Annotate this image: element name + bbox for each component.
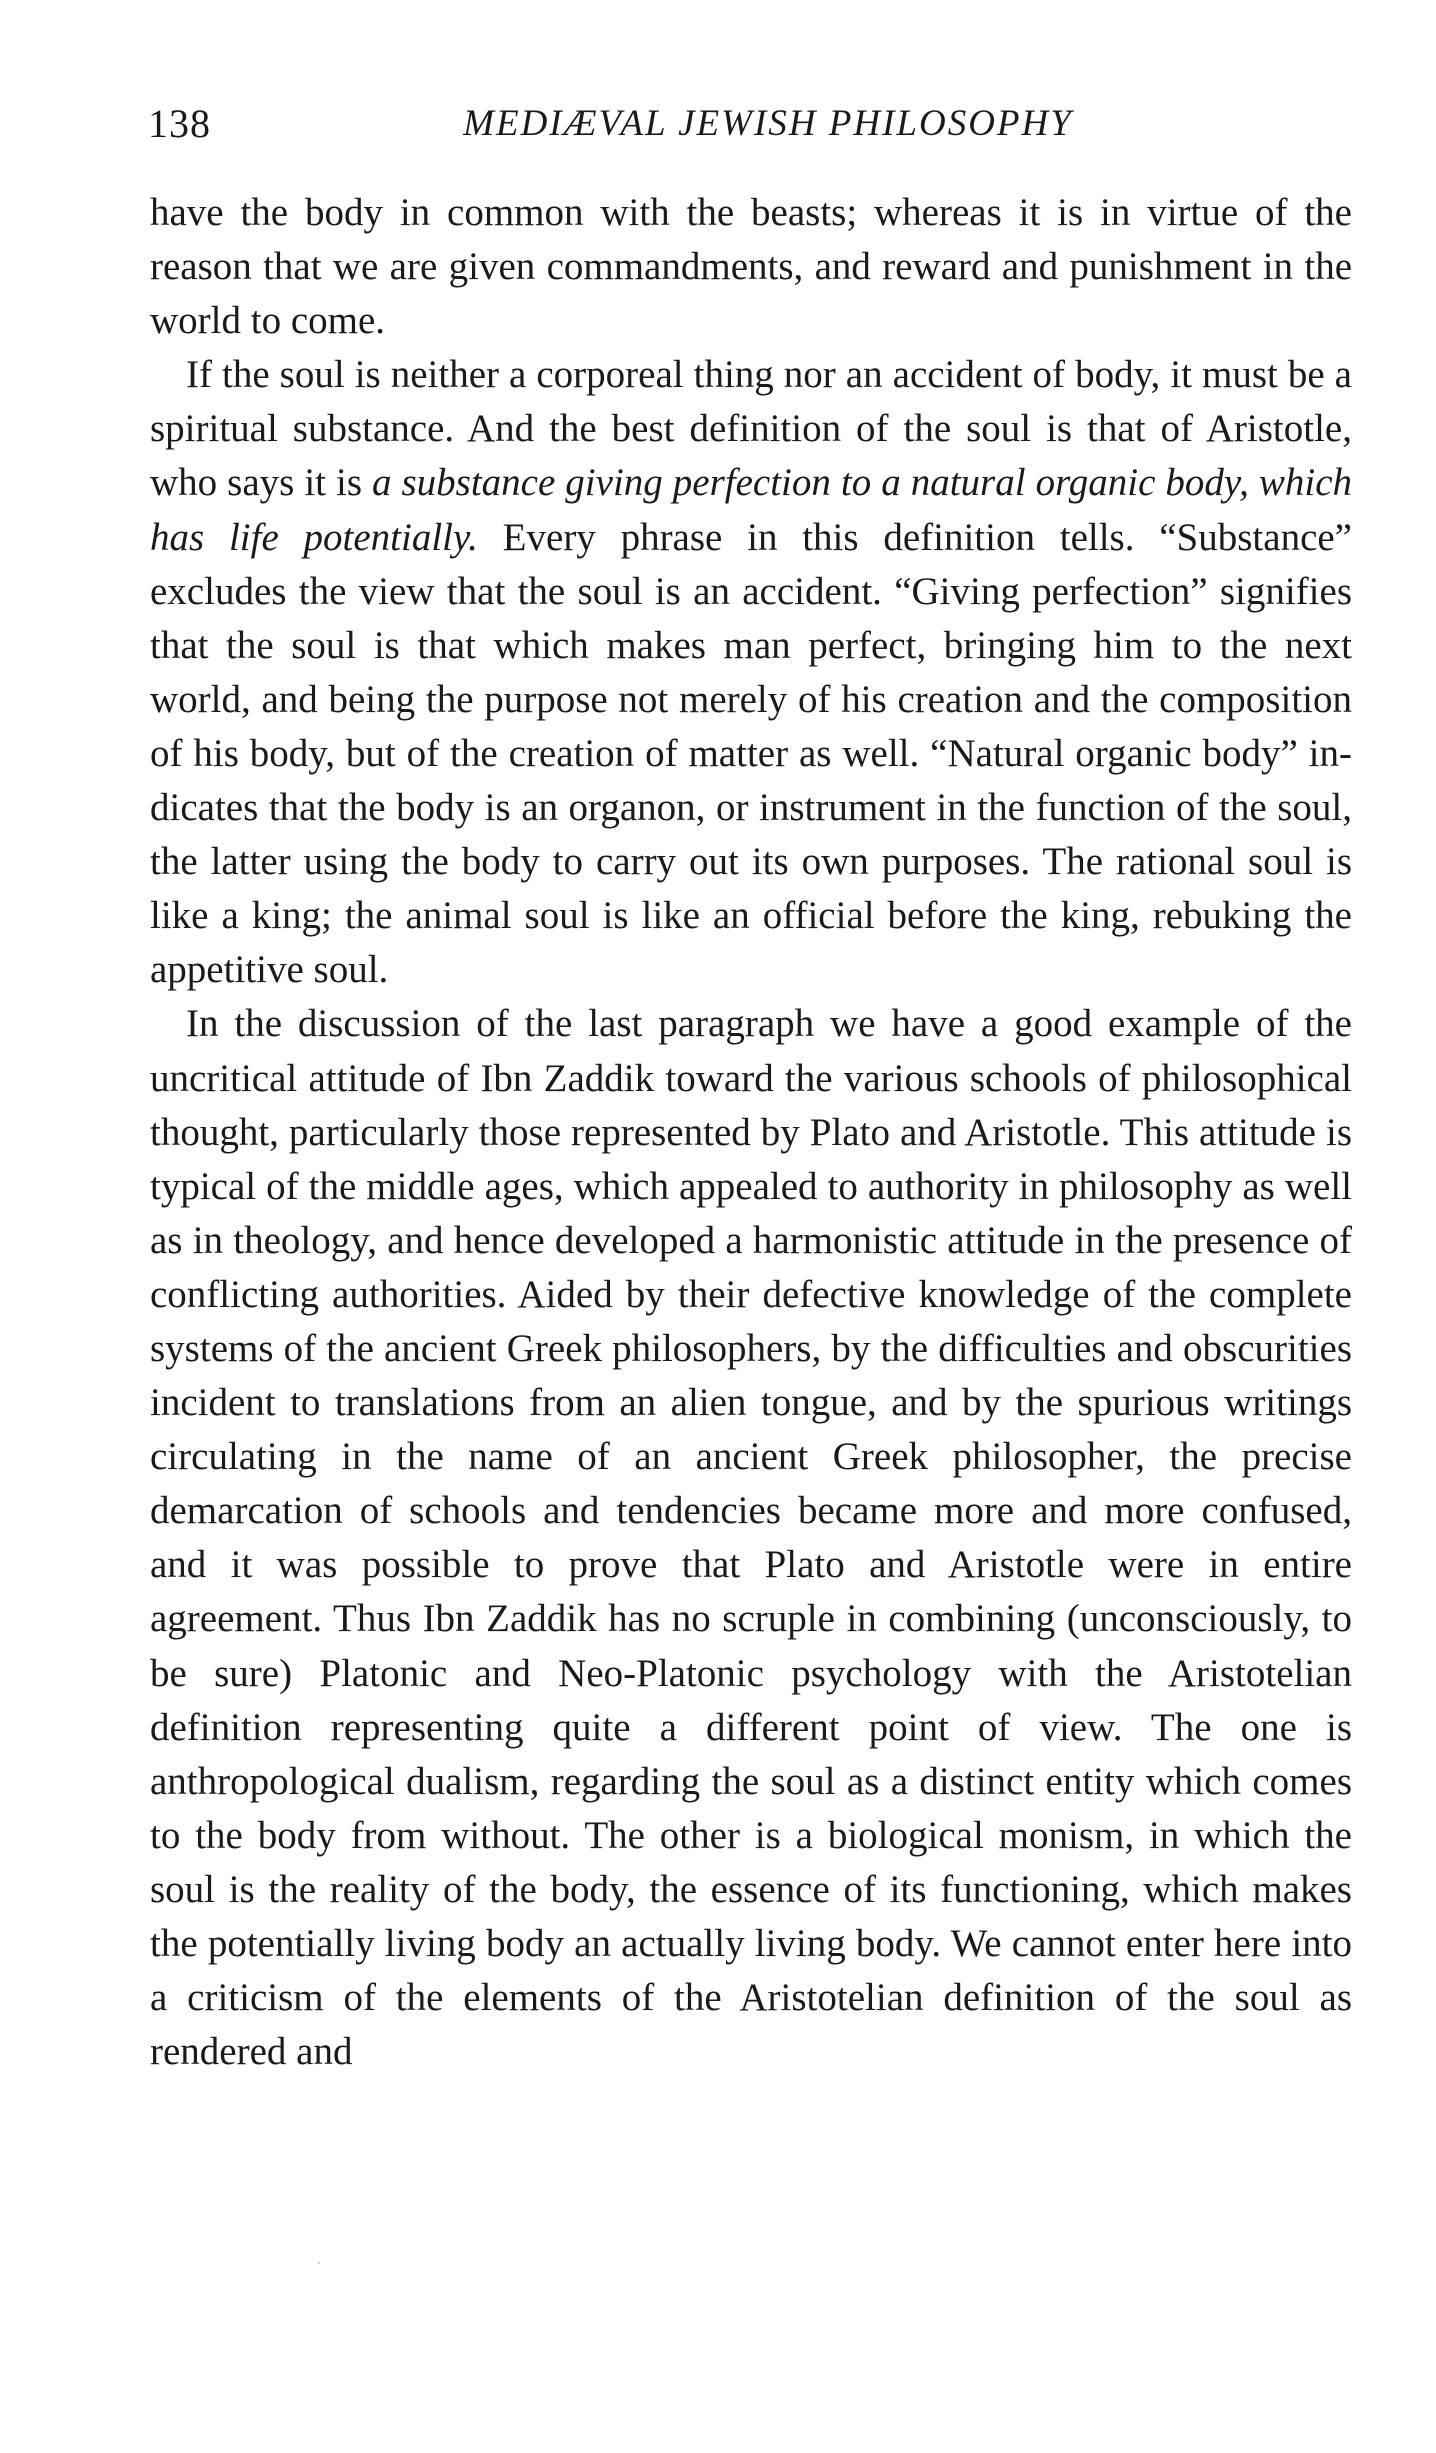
body-text: [150, 186, 1352, 2079]
paragraph-uncritical-attitude: [150, 997, 1352, 2079]
paragraph-text: If the soul is neither a corporeal thing nor an accident of body, it must be a spiritual substance. And the best definition of the soul is that of Aristotle, who says it is: [150, 353, 1352, 505]
paper-speck: [318, 2262, 320, 2264]
paragraph-soul-definition: [150, 348, 1352, 997]
running-title: MEDIÆVAL JEWISH PHILOSOPHY: [463, 103, 1073, 144]
paragraph-continuation: [150, 186, 1352, 348]
paragraph-text: have the body in common with the beasts; whereas it is in virtue of the reason that we are given commandments, and reward and punishment in the world to come.: [150, 191, 1352, 343]
paragraph-text: In the discussion of the last paragraph we have a good example of the uncritical attitude of Ibn Zaddik toward the various schools of philosophical thought, particularly those represented by Plato and Aristotle. This attitude is typical of the middle ages, which appealed to authority in philosophy as well as in theology, and hence developed a harmonistic attitude in the presence of conflicting authorities. Aided by their defective knowledge of the complete systems of the ancient Greek philosophers, by the difficulties and obscurities incident to translations from an alien tongue, and by the spurious writings circulating in the name of an ancient Greek philosopher, the precise demarcation of schools and tendencies became more and more confused, and it was possible to prove that Plato and Aristotle were in entire agreement. Thus Ibn Zaddik has no scruple in combining (unconsciously, to be sure) Platonic and Neo-Platonic psychology with the Aristotelian definition representing quite a different point of view. The one is anthropological dualism, regarding the soul as a distinct entity which comes to the body from without. The other is a biological monism, in which the soul is the reality of the body, the essence of its functioning, which makes the potentially living body an actually living body. We cannot enter here into a criticism of the elements of the Aristotelian definition of the soul as rendered and: [150, 1002, 1352, 2074]
aristotle-definition-quote: a substance giving perfection to a natural organic body, which has life potentially.: [150, 461, 1352, 559]
page-header: [148, 100, 1348, 160]
page-number: 138: [148, 101, 211, 146]
paragraph-text: Every phrase in this definition tells. “Substance” excludes the view that the soul is an accident. “Giving perfection” signifies that the soul is that which makes man perfect, bringing him to the next world, and being the purpose not merely of his creation and the composition of his body, but of the creation of matter as well. “Natural organic body” indicates that the body is an organon, or instrument in the function of the soul, the latter using the body to carry out its own purposes. The rational soul is like a king; the animal soul is like an official before the king, rebuking the appetitive soul.: [150, 515, 1352, 992]
